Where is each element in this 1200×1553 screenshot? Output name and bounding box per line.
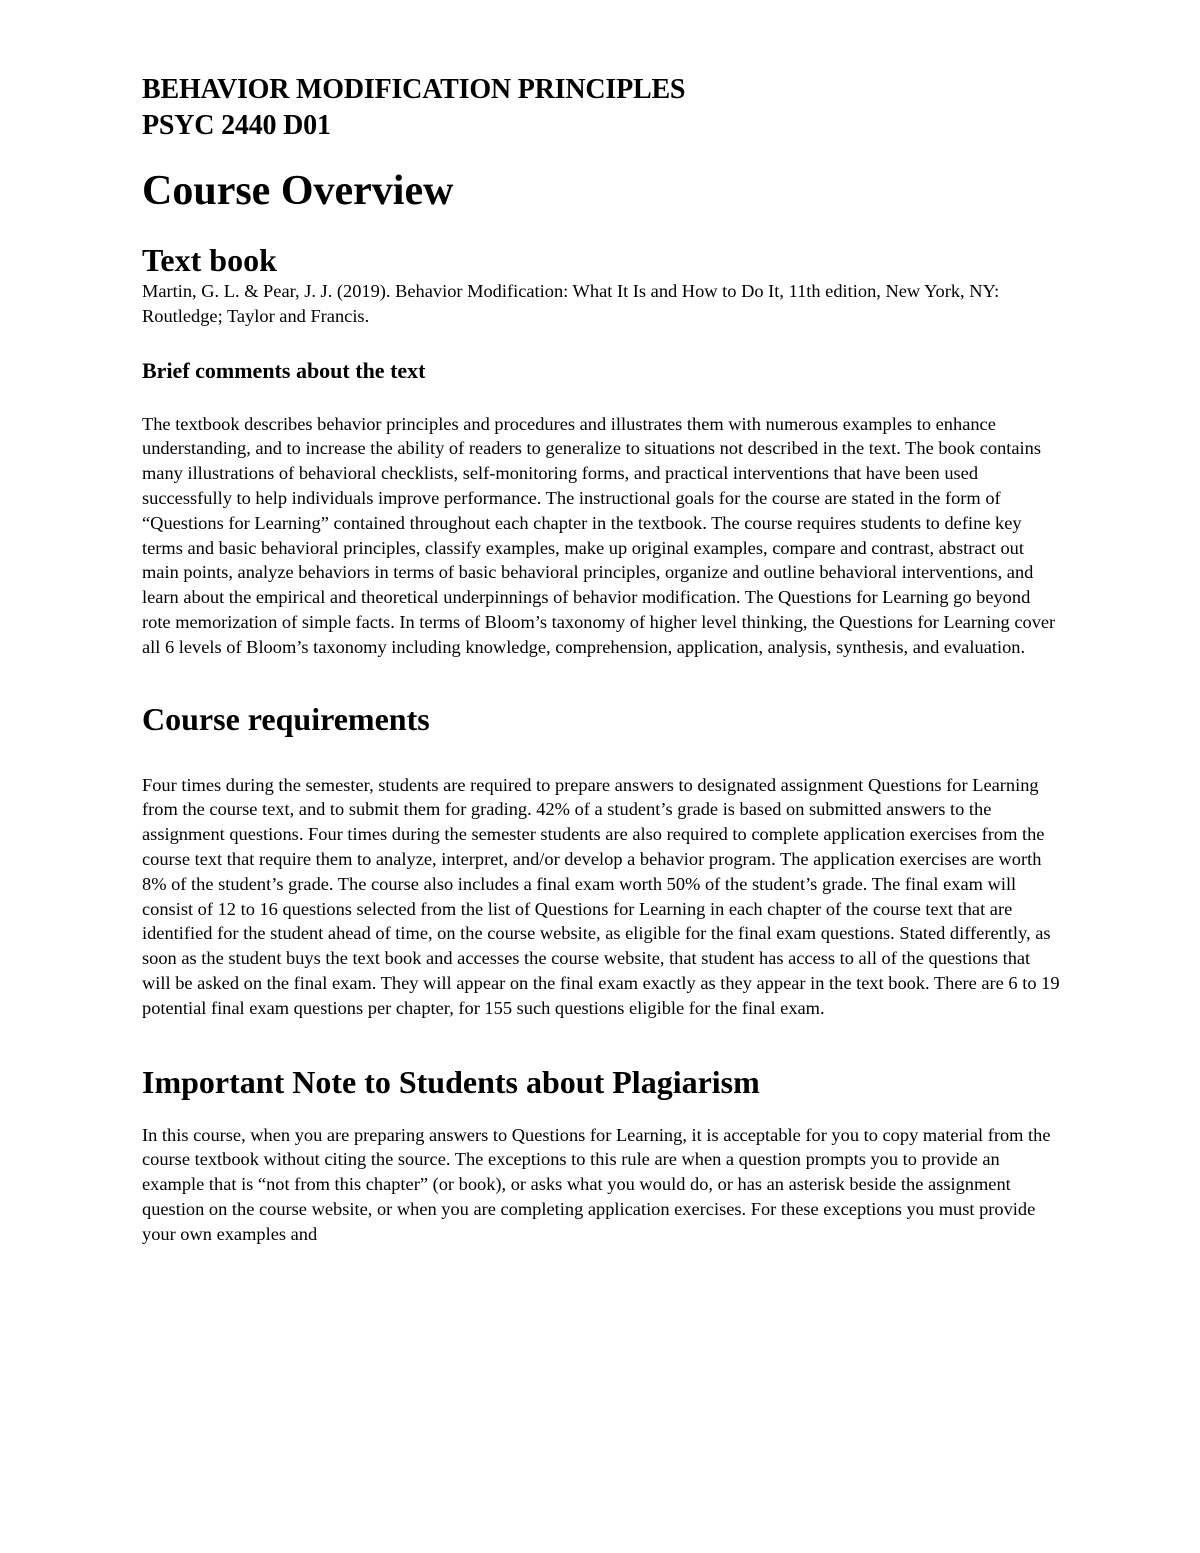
document-page [142, 72, 1060, 1247]
plagiarism-heading: Important Note to Students about Plagiarism [142, 1063, 760, 1100]
course-name: BEHAVIOR MODIFICATION PRINCIPLES [142, 74, 686, 105]
course-code: PSYC 2440 D01 [142, 110, 331, 141]
page-title: Course Overview [142, 168, 454, 214]
textbook-citation: Martin, G. L. & Pear, J. J. (2019). Behavior Modification: What It Is and How to Do It, 11th edition, New York, NY: Routledge; Taylor and Francis. [142, 281, 1000, 326]
course-requirements-heading: Course requirements [142, 700, 430, 737]
brief-comments-heading: Brief comments about the text [142, 357, 426, 383]
plagiarism-paragraph: In this course, when you are preparing answers to Questions for Learning, it is acceptable for you to copy material from the course textbook without citing the source. The exceptions to this rule are when a question prompts you to provide an example that is “not from this chapter” (or book), or asks what you would do, or has an asterisk beside the assignment question on the course website, or when you are completing application exercises. For these exceptions you must provide your own examples and [142, 1124, 1051, 1244]
course-requirements-paragraph: Four times during the semester, students are required to prepare answers to designated assignment Questions for Learning from the course text, and to submit them for grading. 42% of a student’s grade is based on submitted answers to the assignment questions. Four times during the semester students are also required to complete application exercises from the course text that require them to analyze, interpret, and/or develop a behavior program. The application exercises are worth 8% of the student’s grade. The course also includes a final exam worth 50% of the student’s grade. The final exam will consist of 12 to 16 questions selected from the list of Questions for Learning in each chapter of the course text that are identified for the student ahead of time, on the course website, as eligible for the final exam questions. Stated differently, as soon as the student buys the text book and accesses the course website, that student has access to all of the questions that will be asked on the final exam. They will appear on the final exam exactly as they appear in the text book. There are 6 to 19 potential final exam questions per chapter, for 155 such questions eligible for the final exam. [142, 774, 1060, 1018]
textbook-heading: Text book [142, 242, 277, 278]
brief-comments-paragraph: The textbook describes behavior principles and procedures and illustrates them with numerous examples to enhance understanding, and to increase the ability of readers to generalize to situations not described in the text. The book contains many illustrations of behavioral checklists, self-monitoring forms, and practical interventions that have been used successfully to help individuals improve performance. The instructional goals for the course are stated in the form of “Questions for Learning” contained throughout each chapter in the textbook. The course requires students to define key terms and basic behavioral principles, classify examples, make up original examples, compare and contrast, abstract out main points, analyze behaviors in terms of basic behavioral principles, organize and outline behavioral interventions, and learn about the empirical and theoretical underpinnings of behavior modification. The Questions for Learning go beyond rote memorization of simple facts. In terms of Bloom’s taxonomy of higher level thinking, the Questions for Learning cover all 6 levels of Bloom’s taxonomy including knowledge, comprehension, application, analysis, synthesis, and evaluation. [142, 413, 1056, 657]
